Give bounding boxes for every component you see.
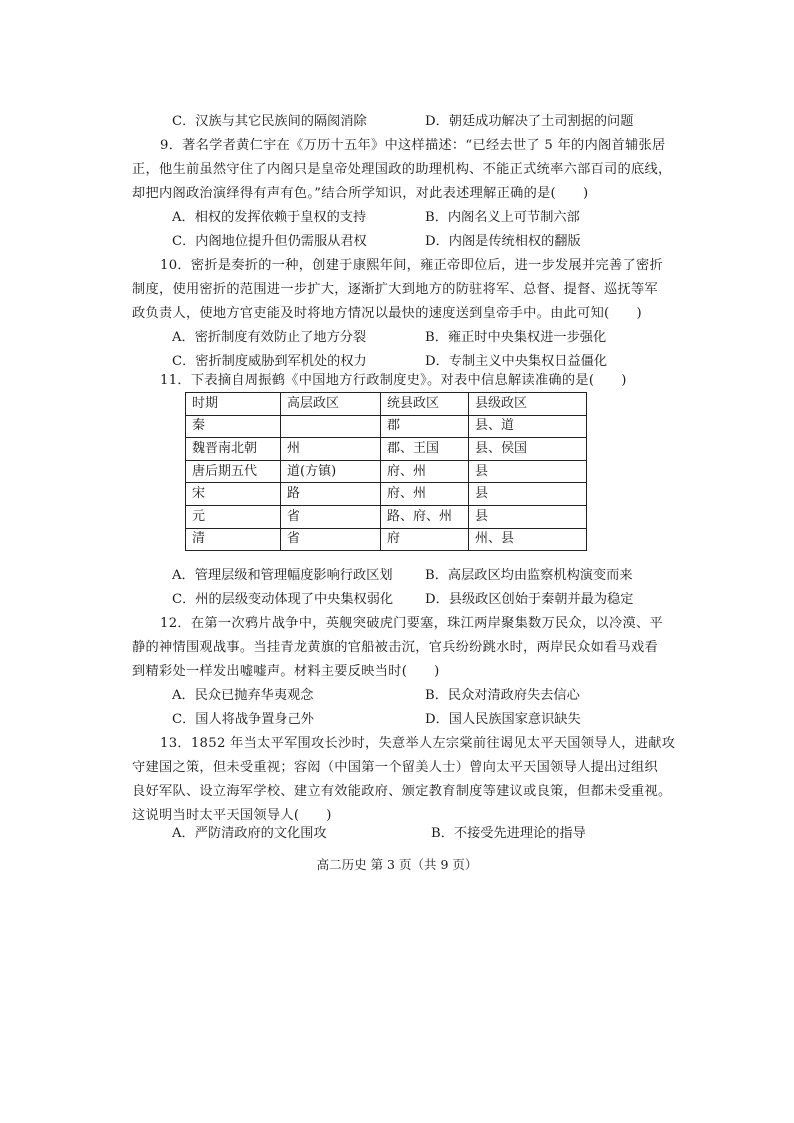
table-cell: 道(方镇): [281, 460, 381, 483]
q12-stem-line-2: 静的神情围观战事。当挂青龙黄旗的官船被击沉，官兵纷纷跳水时，两岸民众如看马戏看: [132, 640, 659, 655]
table-header-cell: 县级政区: [469, 393, 587, 416]
table-cell: 县、侯国: [469, 438, 587, 461]
table-cell: 郡、王国: [381, 438, 469, 461]
q8-option-c: C．汉族与其它民族间的隔阂消除: [172, 114, 367, 129]
table-cell: 路: [281, 483, 381, 506]
q9-stem-line-1: 9．著名学者黄仁宇在《万历十五年》中这样描述：“已经去世了 5 年的内阁首辅张居: [160, 138, 666, 153]
table-header-cell: 统县政区: [381, 393, 469, 416]
table-row: [186, 415, 587, 438]
table-cell: 省: [281, 505, 381, 528]
table-cell: 省: [281, 528, 381, 551]
table-cell: 清: [186, 528, 281, 551]
q13-stem-line-3: 良好军队、设立海军学校、建立有效能政府、颁定教育制度等建议或良策，但都未受重视。: [132, 784, 672, 799]
q9-stem-line-2: 正，他生前虽然守住了内阁只是皇帝处理国政的助理机构、不能正式统率六部百司的底线，: [132, 162, 672, 177]
q10-option-d: D．专制主义中央集权日益僵化: [425, 354, 608, 369]
q9-option-c: C．内阁地位提升但仍需服从君权: [172, 234, 367, 249]
table-cell: 路、府、州: [381, 505, 469, 528]
q9-option-a: A．相权的发挥依赖于皇权的支持: [172, 210, 367, 225]
q11-admin-table: [185, 392, 587, 551]
q11-option-c: C．州的层级变动体现了中央集权弱化: [172, 592, 394, 607]
table-cell: 府、州: [381, 460, 469, 483]
q13-option-b: B．不接受先进理论的指导: [431, 826, 586, 841]
q13-option-a: A．严防清政府的文化围攻: [172, 826, 327, 841]
table-cell: 郡: [381, 415, 469, 438]
table-header-row: [186, 393, 587, 416]
table-row: [186, 438, 587, 461]
q10-option-c: C．密折制度威胁到军机处的权力: [172, 354, 367, 369]
q11-stem: 11．下表摘自周振鹤《中国地方行政制度史》。对表中信息解读准确的是( ): [160, 373, 627, 388]
q10-stem-line-1: 10．密折是奏折的一种，创建于康熙年间，雍正帝即位后，进一步发展并完善了密折: [160, 258, 663, 273]
table-row: [186, 505, 587, 528]
table-cell: 县: [469, 483, 587, 506]
q10-option-a: A．密折制度有效防止了地方分裂: [172, 330, 367, 345]
q9-option-d: D．内阁是传统相权的翻版: [425, 234, 581, 249]
table-cell: 唐后期五代: [186, 460, 281, 483]
q12-option-a: A．民众已抛弃华夷观念: [172, 688, 314, 703]
q12-option-d: D．国人民族国家意识缺失: [425, 712, 581, 727]
table-cell: 县: [469, 460, 587, 483]
q9-option-b: B．内阁名义上可节制六部: [425, 210, 580, 225]
table-row: [186, 483, 587, 506]
table-cell: 县: [469, 505, 587, 528]
q10-stem-line-3: 政负责人，使地方官吏能及时将地方情况以最快的速度送到皇帝手中。由此可知( ): [132, 306, 642, 321]
q13-stem-line-2: 守建国之策，但未受重视；容闳（中国第一个留美人士）曾向太平天国领导人提出过组织: [132, 760, 659, 775]
q12-stem-line-1: 12．在第一次鸦片战争中，英舰突破虎门要塞，珠江两岸聚集数万民众，以冷漠、平: [160, 616, 663, 631]
q13-stem-line-1: 13．1852 年当太平军围攻长沙时，失意举人左宗棠前往谒见太平天国领导人，进献攻: [160, 736, 676, 751]
page-footer: 高二历史 第 3 页（共 9 页）: [316, 857, 478, 872]
q11-option-d: D．县级政区创始于秦朝并最为稳定: [425, 592, 634, 607]
q10-option-b: B．雍正时中央集权进一步强化: [425, 330, 607, 345]
q12-stem-line-3: 到精彩处一样发出嘘嘘声。材料主要反映当时( ): [132, 664, 440, 679]
q12-option-c: C．国人将战争置身己外: [172, 712, 314, 727]
table-header-cell: 时期: [186, 393, 281, 416]
q10-stem-line-2: 制度，使用密折的范围进一步扩大，逐渐扩大到地方的防驻将军、总督、提督、巡抚等军: [132, 282, 659, 297]
q9-stem-line-3: 却把内阁政治演绎得有声有色。”结合所学知识，对此表述理解正确的是( ): [132, 186, 589, 201]
table-cell: 元: [186, 505, 281, 528]
table-cell: 州、县: [469, 528, 587, 551]
q8-option-d: D．朝廷成功解决了土司割据的问题: [425, 114, 634, 129]
table-row: [186, 528, 587, 551]
q13-stem-line-4: 这说明当时太平天国领导人( ): [132, 808, 332, 823]
table-cell: 魏晋南北朝: [186, 438, 281, 461]
table-cell: 秦: [186, 415, 281, 438]
table-cell: [281, 415, 381, 438]
table-cell: 府: [381, 528, 469, 551]
q12-option-b: B．民众对清政府失去信心: [425, 688, 580, 703]
table-cell: 县、道: [469, 415, 587, 438]
table-header-cell: 高层政区: [281, 393, 381, 416]
q11-option-a: A．管理层级和管理幅度影响行政区划: [172, 568, 393, 583]
table-cell: 州: [281, 438, 381, 461]
table-cell: 府、州: [381, 483, 469, 506]
table-row: [186, 460, 587, 483]
table-cell: 宋: [186, 483, 281, 506]
q11-option-b: B．高层政区均由监察机构演变而来: [425, 568, 633, 583]
